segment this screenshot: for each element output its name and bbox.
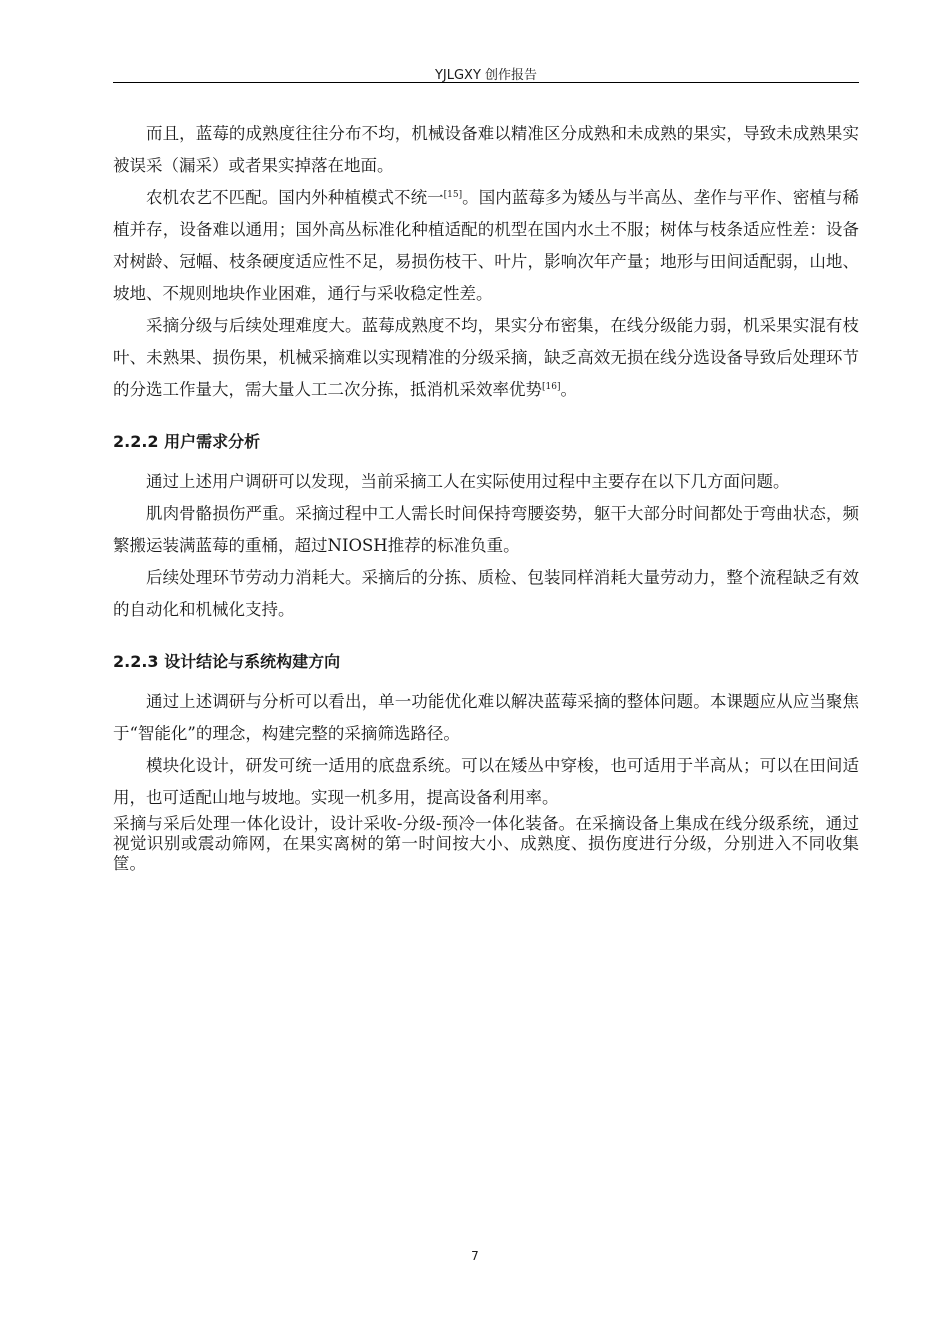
paragraph-text: 农机农艺不匹配。国内外种植模式不统一 bbox=[146, 188, 444, 207]
body-paragraph bbox=[113, 182, 859, 310]
citation-ref: [15] bbox=[443, 190, 463, 200]
body-paragraph: 通过上述调研与分析可以看出，单一功能优化难以解决蓝莓采摘的整体问题。本课题应从应当聚焦于“智能化”的理念，构建完整的采摘筛选路径。 bbox=[113, 692, 859, 743]
body-paragraph: 后续处理环节劳动力消耗大。采摘后的分拣、质检、包装同样消耗大量劳动力，整个流程缺乏有效的自动化和机械化支持。 bbox=[113, 568, 859, 619]
page-number: 7 bbox=[471, 1249, 479, 1263]
paragraph-text: 而且，蓝莓的成熟度往往分布不均，机械设备难以精准区分成熟和未成熟的果实，导致未成熟果实被误采（漏采）或者果实掉落在地面。 bbox=[113, 124, 859, 175]
header-divider bbox=[113, 82, 859, 83]
section-heading: 2.2.3 设计结论与系统构建方向 bbox=[113, 652, 341, 671]
body-paragraph bbox=[113, 118, 859, 182]
body-paragraph bbox=[113, 310, 859, 406]
paragraph-text: 采摘分级与后续处理难度大。蓝莓成熟度不均，果实分布密集，在线分级能力弱，机采果实混有枝叶、未熟果、损伤果，机械采摘难以实现精准的分级采摘，缺乏高效无损在线分选设备导致后处理环节的分选工作量大，需大量人工二次分拣，抵消机采效率优势 bbox=[113, 316, 859, 399]
section-heading: 2.2.2 用户需求分析 bbox=[113, 432, 261, 451]
body-paragraph: 通过上述用户调研可以发现，当前采摘工人在实际使用过程中主要存在以下几方面问题。 bbox=[146, 472, 790, 491]
body-paragraph-unindented: 采摘与采后处理一体化设计，设计采收-分级-预冷一体化装备。在采摘设备上集成在线分级系统，通过视觉识别或震动筛网，在果实离树的第一时间按大小、成熟度、损伤度进行分级，分别进入不同收集筐。 bbox=[113, 814, 859, 873]
paragraph-text: 。国内蓝莓多为矮丛与半高丛、垄作与平作、密植与稀植并存，设备难以通用；国外高丛标准化种植适配的机型在国内水土不服；树体与枝条适应性差：设备对树龄、冠幅、枝条硬度适应性不足，易损伤枝干、叶片，影响次年产量；地形与田间适配弱，山地、坡地、不规则地块作业困难，通行与采收稳定性差。 bbox=[113, 188, 860, 303]
body-paragraph: 肌肉骨骼损伤严重。采摘过程中工人需长时间保持弯腰姿势，躯干大部分时间都处于弯曲状态，频繁搬运装满蓝莓的重桶，超过NIOSH推荐的标准负重。 bbox=[113, 504, 859, 555]
citation-ref: [16] bbox=[542, 382, 561, 392]
paragraph-text: 。 bbox=[560, 380, 577, 399]
body-paragraph: 模块化设计，研发可统一适用的底盘系统。可以在矮丛中穿梭，也可适用于半高从；可以在田间适用，也可适配山地与坡地。实现一机多用，提高设备利用率。 bbox=[113, 756, 859, 807]
page-header: YJLGXY 创作报告 bbox=[434, 68, 538, 83]
page-body bbox=[113, 118, 859, 874]
